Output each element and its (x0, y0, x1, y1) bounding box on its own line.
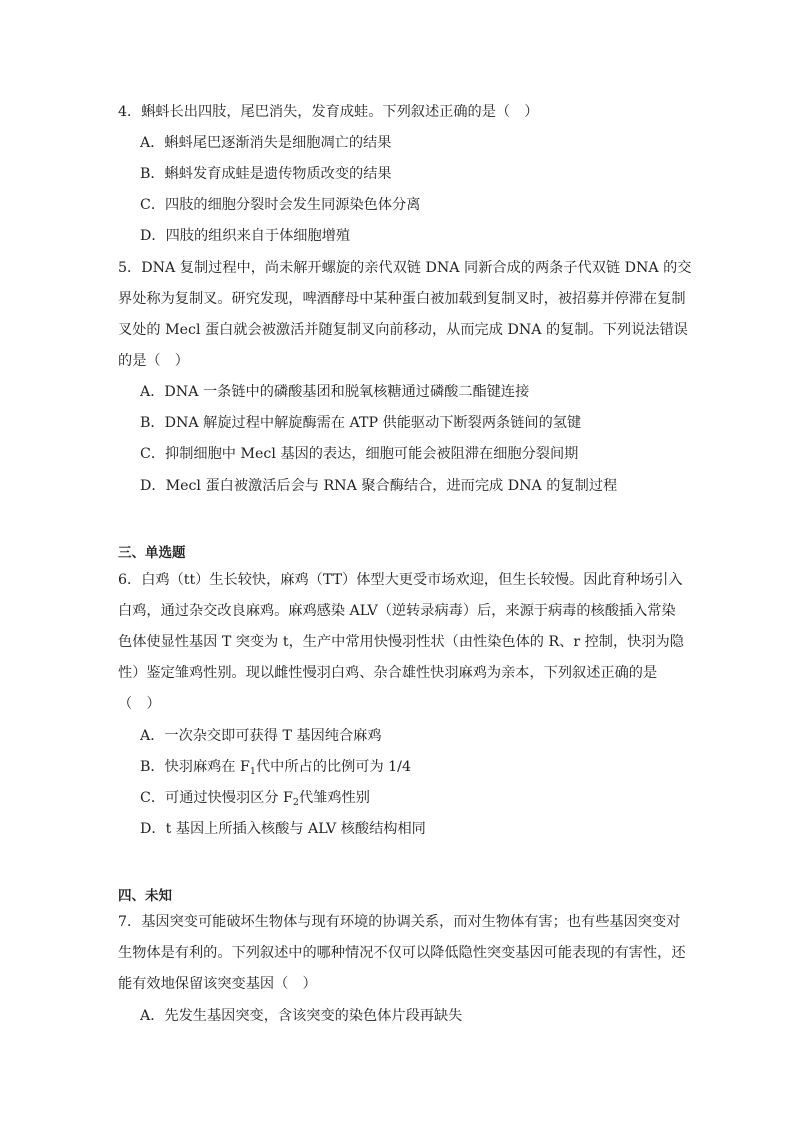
q5-option-d: D．Mecl 蛋白被激活后会与 RNA 聚合酶结合，进而完成 DNA 的复制过程 (140, 478, 618, 494)
q7-stem-line-2: 生物体是有利的。下列叙述中的哪种情况不仅可以降低隐性突变基因可能表现的有害性，还 (118, 945, 686, 961)
section-heading-3: 三、单选题 (118, 545, 186, 561)
q5-option-b: B．DNA 解旋过程中解旋酶需在 ATP 供能驱动下断裂两条链间的氢键 (140, 415, 582, 431)
q6-stem-line-1: 6．白鸡（tt）生长较快，麻鸡（TT）体型大更受市场欢迎，但生长较慢。因此育种场引入 (118, 572, 683, 588)
q6-stem-line-4: 性）鉴定雏鸡性别。现以雌性慢羽白鸡、杂合雄性快羽麻鸡为亲本，下列叙述正确的是 (118, 665, 658, 681)
q5-stem-line-1: 5．DNA 复制过程中，尚未解开螺旋的亲代双链 DNA 同新合成的两条子代双链 DNA 的交 (118, 260, 692, 276)
q4-option-d: D．四肢的组织来自于体细胞增殖 (140, 228, 351, 244)
q6-stem-line-2: 白鸡，通过杂交改良麻鸡。麻鸡感染 ALV（逆转录病毒）后，来源于病毒的核酸插入常染 (118, 603, 676, 619)
q6-option-d: D．t 基因上所插入核酸与 ALV 核酸结构相同 (140, 821, 426, 837)
q6-option-c-text: C．可通过快慢羽区分 F (140, 790, 293, 806)
q5-option-a: A．DNA 一条链中的磷酸基团和脱氧核糖通过磷酸二酯键连接 (140, 384, 530, 400)
q6-option-b-subscript: 1 (249, 766, 256, 777)
q4-option-a: A．蝌蚪尾巴逐渐消失是细胞凋亡的结果 (140, 135, 392, 151)
q5-stem-line-4: 的是（ ） (118, 353, 189, 369)
q6-option-a: A．一次杂交即可获得 T 基因纯合麻鸡 (140, 728, 382, 744)
q7-stem-line-3: 能有效地保留该突变基因（ ） (118, 976, 317, 992)
q7-stem-line-1: 7．基因突变可能破坏生物体与现有环境的协调关系，而对生物体有害；也有些基因突变对 (118, 914, 681, 930)
q4-option-b: B．蝌蚪发育成蛙是遗传物质改变的结果 (140, 166, 392, 182)
q4-stem-line-1: 4．蝌蚪长出四肢，尾巴消失，发育成蛙。下列叙述正确的是（ ） (118, 104, 539, 120)
q6-option-c-subscript: 2 (292, 797, 299, 808)
q6-option-c-text-rest: 代雏鸡性别 (298, 790, 370, 806)
q6-stem-line-3: 色体使显性基因 T 突变为 t，生产中常用快慢羽性状（由性染色体的 R、r 控制，快羽为隐 (118, 634, 684, 650)
q4-option-c: C．四肢的细胞分裂时会发生同源染色体分离 (140, 197, 421, 213)
q5-stem-line-3: 叉处的 Mecl 蛋白就会被激活并随复制叉向前移动，从而完成 DNA 的复制。下列说法错误 (118, 322, 688, 338)
q5-stem-line-2: 界处称为复制叉。研究发现，啤酒酵母中某种蛋白被加载到复制叉时，被招募并停滞在复制 (118, 291, 686, 307)
q6-option-b-text-rest: 代中所占的比例可为 1/4 (255, 759, 411, 775)
q7-option-a: A．先发生基因突变，含该突变的染色体片段再缺失 (140, 1008, 463, 1024)
section-heading-4: 四、未知 (118, 888, 172, 904)
q5-option-c: C．抑制细胞中 Mecl 基因的表达，细胞可能会被阻滞在细胞分裂间期 (140, 446, 579, 462)
q6-option-b-text: B．快羽麻鸡在 F (140, 759, 250, 775)
q6-option-b (140, 757, 411, 777)
q6-stem-line-5: （ ） (118, 696, 161, 712)
q6-option-c (140, 788, 370, 808)
